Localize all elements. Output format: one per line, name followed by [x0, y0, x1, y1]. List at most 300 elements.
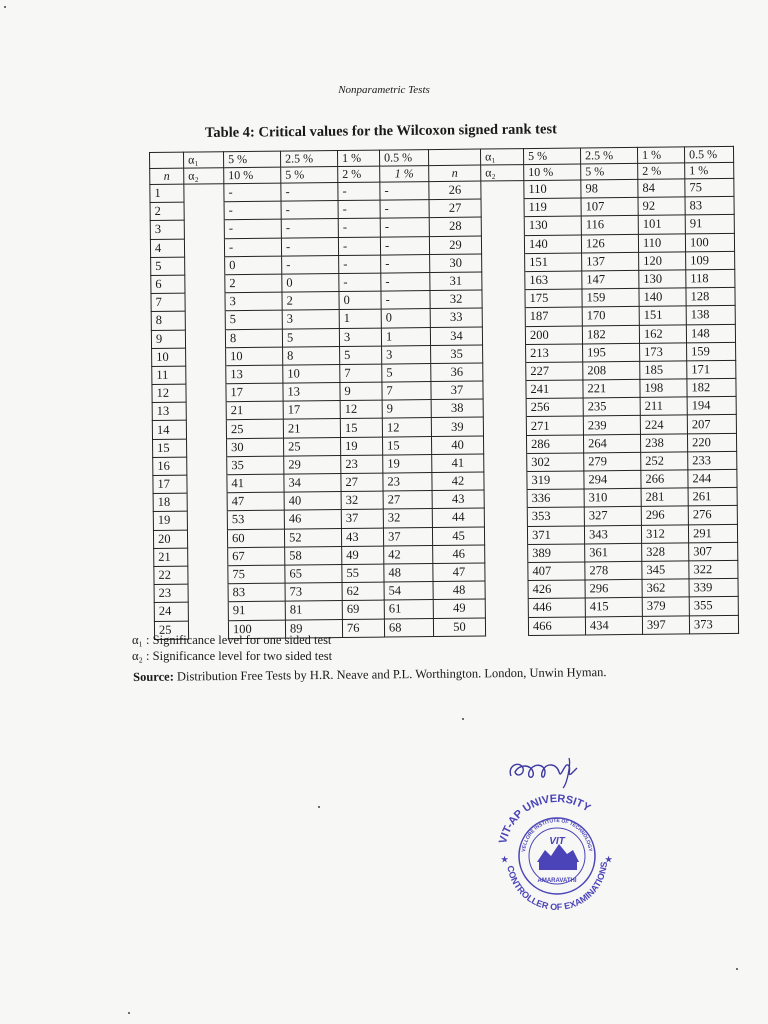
- cell-critical-value: -: [381, 291, 430, 310]
- header-n-label: n: [429, 165, 481, 182]
- cell-critical-value: 65: [285, 564, 342, 583]
- cell-n: 14: [152, 421, 186, 440]
- header-alpha2-value: 5 %: [281, 167, 338, 184]
- cell-spacer: [186, 347, 226, 366]
- cell-spacer: [482, 290, 525, 309]
- cell-critical-value: 76: [342, 619, 384, 638]
- cell-critical-value: 0: [282, 273, 339, 292]
- cell-spacer: [481, 181, 524, 200]
- cell-critical-value: 19: [340, 437, 382, 456]
- cell-n: 44: [432, 508, 484, 527]
- cell-critical-value: 25: [283, 437, 340, 456]
- cell-spacer: [184, 202, 224, 221]
- cell-n: 37: [431, 381, 483, 400]
- cell-critical-value: -: [338, 200, 380, 219]
- cell-critical-value: 233: [688, 451, 737, 470]
- cell-critical-value: 2: [282, 292, 339, 311]
- header-n-label: n: [150, 168, 184, 184]
- cell-spacer: [188, 547, 228, 566]
- cell-critical-value: 148: [686, 324, 735, 343]
- cell-critical-value: 151: [525, 253, 582, 272]
- cell-n: 7: [151, 293, 185, 312]
- alpha2-definition: : Significance level for two sided test: [142, 649, 333, 663]
- cell-critical-value: 353: [527, 507, 584, 526]
- cell-critical-value: 109: [686, 251, 735, 270]
- cell-n: 28: [429, 217, 481, 236]
- cell-spacer: [187, 493, 227, 512]
- cell-critical-value: -: [224, 238, 281, 257]
- cell-n: 4: [150, 239, 184, 258]
- cell-n: 2: [150, 202, 184, 221]
- cell-n: 5: [151, 257, 185, 276]
- cell-critical-value: 30: [227, 438, 284, 457]
- cell-critical-value: 194: [687, 397, 736, 416]
- cell-critical-value: 182: [582, 325, 639, 344]
- cell-critical-value: 89: [285, 619, 342, 638]
- cell-critical-value: -: [339, 255, 381, 274]
- cell-critical-value: 336: [527, 489, 584, 508]
- cell-critical-value: 118: [686, 269, 735, 288]
- cell-critical-value: 140: [639, 288, 686, 307]
- cell-critical-value: 126: [581, 234, 638, 253]
- cell-critical-value: 23: [341, 455, 383, 474]
- cell-spacer: [187, 457, 227, 476]
- cell-critical-value: 5: [382, 363, 431, 382]
- cell-critical-value: 200: [525, 325, 582, 344]
- cell-n: 21: [154, 548, 188, 567]
- cell-critical-value: 69: [342, 600, 384, 619]
- cell-critical-value: 211: [640, 397, 687, 416]
- wilcoxon-table-container: [149, 146, 739, 640]
- cell-critical-value: 60: [227, 529, 284, 548]
- cell-n: 50: [433, 618, 485, 637]
- cell-critical-value: 9: [340, 382, 382, 401]
- cell-n: 25: [154, 621, 188, 640]
- cell-critical-value: 29: [284, 455, 341, 474]
- cell-critical-value: 286: [526, 435, 583, 454]
- cell-n: 35: [431, 345, 483, 364]
- cell-critical-value: 92: [638, 197, 685, 216]
- cell-n: 38: [431, 399, 483, 418]
- cell-critical-value: 235: [583, 398, 640, 417]
- cell-critical-value: 294: [584, 470, 641, 489]
- cell-critical-value: 252: [641, 452, 688, 471]
- cell-critical-value: 67: [228, 547, 285, 566]
- cell-critical-value: 73: [285, 583, 342, 602]
- cell-critical-value: 68: [384, 618, 433, 637]
- cell-critical-value: 58: [285, 546, 342, 565]
- cell-critical-value: -: [338, 237, 380, 256]
- cell-spacer: [484, 490, 527, 509]
- cell-critical-value: 296: [585, 579, 642, 598]
- cell-critical-value: 41: [227, 474, 284, 493]
- cell-critical-value: 159: [687, 342, 736, 361]
- cell-critical-value: 100: [228, 620, 285, 639]
- cell-critical-value: 310: [584, 489, 641, 508]
- cell-critical-value: 355: [689, 597, 738, 616]
- cell-n: 43: [432, 490, 484, 509]
- cell-critical-value: 7: [340, 364, 382, 383]
- cell-n: 15: [153, 439, 187, 458]
- cell-critical-value: 373: [689, 615, 738, 634]
- cell-n: 10: [152, 348, 186, 367]
- cell-critical-value: 278: [585, 561, 642, 580]
- source-text: Distribution Free Tests by H.R. Neave and P.L. Worthington. London, Unwin Hyman.: [173, 665, 607, 684]
- cell-critical-value: 23: [383, 473, 432, 492]
- cell-critical-value: 42: [384, 545, 433, 564]
- cell-spacer: [484, 472, 527, 491]
- seal-star-right: ★: [605, 855, 613, 864]
- cell-critical-value: 83: [685, 197, 734, 216]
- cell-n: 36: [431, 363, 483, 382]
- header-alpha1-value: 0.5 %: [379, 150, 428, 167]
- cell-n: 42: [432, 472, 484, 491]
- cell-critical-value: 279: [584, 452, 641, 471]
- cell-critical-value: 327: [584, 507, 641, 526]
- cell-n: 47: [433, 563, 485, 582]
- cell-critical-value: 17: [226, 383, 283, 402]
- cell-critical-value: 116: [581, 216, 638, 235]
- cell-critical-value: 151: [639, 306, 686, 325]
- cell-spacer: [482, 253, 525, 272]
- cell-critical-value: 5: [340, 346, 382, 365]
- cell-n: 30: [430, 254, 482, 273]
- header-alpha2-value: 1 %: [685, 162, 734, 179]
- cell-n: 23: [154, 584, 188, 603]
- cell-spacer: [481, 217, 524, 236]
- cell-n: 3: [150, 221, 184, 240]
- cell-spacer: [185, 256, 225, 275]
- cell-critical-value: 32: [383, 509, 432, 528]
- cell-n: 12: [152, 384, 186, 403]
- cell-critical-value: 15: [340, 419, 382, 438]
- cell-critical-value: 213: [526, 344, 583, 363]
- cell-spacer: [186, 366, 226, 385]
- cell-critical-value: -: [224, 219, 281, 238]
- cell-n: 46: [433, 545, 485, 564]
- header-alpha2-value: 1 %: [380, 166, 429, 183]
- cell-critical-value: -: [281, 183, 338, 202]
- cell-critical-value: 8: [225, 329, 282, 348]
- header-blank: [150, 152, 184, 168]
- cell-critical-value: 52: [284, 528, 341, 547]
- cell-spacer: [188, 566, 228, 585]
- cell-critical-value: 345: [642, 561, 689, 580]
- cell-critical-value: -: [338, 218, 380, 237]
- cell-critical-value: 224: [640, 415, 687, 434]
- header-alpha2-value: 2 %: [638, 163, 685, 179]
- cell-critical-value: 208: [583, 361, 640, 380]
- header-alpha1-value: 2.5 %: [280, 151, 337, 168]
- cell-critical-value: 110: [638, 233, 685, 252]
- cell-spacer: [483, 417, 526, 436]
- cell-spacer: [188, 584, 228, 603]
- cell-critical-value: 37: [383, 527, 432, 546]
- cell-critical-value: 339: [689, 578, 738, 597]
- cell-critical-value: 119: [524, 198, 581, 217]
- cell-critical-value: 407: [528, 562, 585, 581]
- seal-top-text: VIT-AP UNIVERSITY: [497, 792, 593, 846]
- cell-n: 16: [153, 457, 187, 476]
- cell-critical-value: 163: [525, 271, 582, 290]
- cell-spacer: [187, 511, 227, 530]
- cell-critical-value: 100: [685, 233, 734, 252]
- cell-critical-value: 343: [584, 525, 641, 544]
- cell-critical-value: 19: [383, 454, 432, 473]
- cell-critical-value: 37: [341, 509, 383, 528]
- cell-critical-value: 140: [524, 235, 581, 254]
- cell-n: 22: [154, 566, 188, 585]
- cell-critical-value: -: [282, 255, 339, 274]
- cell-critical-value: 266: [641, 470, 688, 489]
- cell-critical-value: 426: [528, 580, 585, 599]
- header-alpha1-value: 0.5 %: [684, 146, 733, 163]
- cell-spacer: [483, 381, 526, 400]
- cell-n: 27: [429, 199, 481, 218]
- cell-critical-value: 0: [339, 291, 381, 310]
- cell-spacer: [481, 199, 524, 218]
- cell-critical-value: -: [380, 182, 429, 201]
- notes: [132, 632, 332, 664]
- cell-spacer: [485, 562, 528, 581]
- cell-critical-value: -: [380, 200, 429, 219]
- cell-n: 1: [150, 184, 184, 203]
- cell-n: 19: [153, 511, 187, 530]
- cell-critical-value: 47: [227, 492, 284, 511]
- cell-critical-value: 91: [685, 215, 734, 234]
- cell-spacer: [484, 526, 527, 545]
- cell-critical-value: 312: [641, 524, 688, 543]
- cell-critical-value: 5: [225, 310, 282, 329]
- cell-critical-value: 362: [642, 579, 689, 598]
- cell-critical-value: 43: [341, 528, 383, 547]
- cell-critical-value: -: [381, 273, 430, 292]
- cell-critical-value: 162: [639, 324, 686, 343]
- cell-critical-value: 221: [583, 379, 640, 398]
- cell-critical-value: 0: [381, 309, 430, 328]
- header-alpha1-label: α₁: [480, 149, 523, 165]
- header-alpha2-value: 2 %: [338, 166, 380, 182]
- cell-critical-value: 137: [582, 252, 639, 271]
- seal-center-text: VIT: [549, 836, 565, 847]
- cell-spacer: [485, 599, 528, 618]
- cell-critical-value: 302: [527, 453, 584, 472]
- cell-spacer: [188, 602, 228, 621]
- header-alpha2-value: 10 %: [224, 167, 281, 184]
- cell-critical-value: 264: [583, 434, 640, 453]
- scan-speck: [462, 718, 464, 720]
- cell-critical-value: 198: [640, 379, 687, 398]
- cell-critical-value: 319: [527, 471, 584, 490]
- wilcoxon-critical-values-table: [149, 146, 739, 640]
- cell-critical-value: 54: [384, 582, 433, 601]
- cell-critical-value: 83: [228, 583, 285, 602]
- cell-critical-value: 120: [639, 252, 686, 271]
- cell-critical-value: 397: [642, 615, 689, 634]
- cell-n: 20: [153, 530, 187, 549]
- cell-critical-value: 173: [640, 343, 687, 362]
- cell-spacer: [483, 362, 526, 381]
- note-alpha1: [132, 632, 332, 648]
- cell-critical-value: 195: [583, 343, 640, 362]
- cell-critical-value: 91: [228, 601, 285, 620]
- cell-critical-value: 147: [582, 270, 639, 289]
- cell-critical-value: 434: [585, 616, 642, 635]
- scan-speck: [318, 806, 320, 808]
- cell-critical-value: 261: [688, 488, 737, 507]
- cell-critical-value: 5: [282, 328, 339, 347]
- cell-spacer: [485, 617, 528, 636]
- header-alpha1-value: 5 %: [224, 151, 281, 168]
- cell-critical-value: 271: [526, 416, 583, 435]
- cell-critical-value: 207: [687, 415, 736, 434]
- cell-critical-value: 466: [528, 616, 585, 635]
- cell-critical-value: 220: [687, 433, 736, 452]
- cell-critical-value: 291: [688, 524, 737, 543]
- cell-critical-value: 25: [226, 420, 283, 439]
- cell-critical-value: 138: [686, 306, 735, 325]
- cell-n: 13: [152, 402, 186, 421]
- cell-critical-value: 185: [640, 361, 687, 380]
- cell-spacer: [187, 438, 227, 457]
- cell-critical-value: 322: [689, 560, 738, 579]
- cell-critical-value: 3: [282, 310, 339, 329]
- alpha2-symbol: α₂: [132, 649, 143, 663]
- cell-critical-value: 187: [525, 307, 582, 326]
- header-alpha2-value: 10 %: [524, 164, 581, 181]
- cell-critical-value: -: [281, 201, 338, 220]
- handwritten-signature: [505, 750, 585, 790]
- cell-critical-value: 256: [526, 398, 583, 417]
- cell-n: 9: [151, 330, 185, 349]
- header-alpha1-value: 1 %: [337, 150, 379, 166]
- cell-critical-value: 84: [638, 179, 685, 198]
- cell-spacer: [484, 453, 527, 472]
- cell-critical-value: -: [224, 183, 281, 202]
- header-alpha1-value: 5 %: [523, 148, 580, 165]
- cell-critical-value: 182: [687, 378, 736, 397]
- header-alpha1-value: 2.5 %: [580, 147, 637, 164]
- cell-critical-value: 446: [528, 598, 585, 617]
- cell-critical-value: 17: [283, 401, 340, 420]
- header-alpha1-label: α₁: [184, 152, 224, 168]
- scan-speck: [128, 1012, 130, 1014]
- cell-spacer: [483, 344, 526, 363]
- alpha1-definition: : Significance level for one sided test: [142, 633, 332, 647]
- cell-critical-value: -: [380, 218, 429, 237]
- scan-speck: [736, 968, 738, 970]
- cell-spacer: [186, 402, 226, 421]
- cell-critical-value: 49: [342, 546, 384, 565]
- cell-n: 31: [430, 272, 482, 291]
- cell-n: 49: [433, 599, 485, 618]
- cell-n: 41: [432, 454, 484, 473]
- cell-critical-value: -: [339, 273, 381, 292]
- cell-spacer: [187, 475, 227, 494]
- cell-critical-value: 21: [226, 401, 283, 420]
- cell-critical-value: 53: [227, 510, 284, 529]
- cell-n: 24: [154, 602, 188, 621]
- cell-critical-value: 40: [284, 492, 341, 511]
- cell-spacer: [187, 529, 227, 548]
- cell-spacer: [483, 435, 526, 454]
- cell-spacer: [482, 272, 525, 291]
- cell-critical-value: 61: [384, 600, 433, 619]
- cell-critical-value: 3: [225, 292, 282, 311]
- cell-critical-value: 2: [225, 274, 282, 293]
- cell-critical-value: 35: [227, 456, 284, 475]
- cell-critical-value: -: [381, 254, 430, 273]
- cell-critical-value: 8: [283, 346, 340, 365]
- cell-critical-value: 3: [339, 328, 381, 347]
- cell-spacer: [184, 220, 224, 239]
- cell-critical-value: 296: [641, 506, 688, 525]
- note-alpha2: [132, 648, 332, 664]
- header-alpha2-label: α₂: [184, 168, 224, 184]
- cell-spacer: [481, 235, 524, 254]
- cell-spacer: [185, 293, 225, 312]
- cell-critical-value: 244: [688, 469, 737, 488]
- running-head: Nonparametric Tests: [338, 84, 430, 96]
- cell-critical-value: 9: [382, 400, 431, 419]
- cell-n: 48: [433, 581, 485, 600]
- cell-critical-value: 12: [382, 418, 431, 437]
- cell-critical-value: 12: [340, 400, 382, 419]
- cell-critical-value: 32: [341, 491, 383, 510]
- cell-critical-value: 130: [524, 216, 581, 235]
- scan-speck: [4, 6, 6, 8]
- cell-n: 8: [151, 311, 185, 330]
- cell-critical-value: 1: [339, 309, 381, 328]
- cell-critical-value: 175: [525, 289, 582, 308]
- header-alpha2-value: 5 %: [581, 163, 638, 180]
- seal-city-text: AMARAVATHI: [537, 878, 577, 884]
- cell-critical-value: 307: [689, 542, 738, 561]
- cell-critical-value: 10: [283, 364, 340, 383]
- seal-inner-text: VELLORE INSTITUTE OF TECHNOLOGY: [521, 817, 593, 853]
- source-citation: [133, 662, 693, 687]
- cell-critical-value: 10: [226, 347, 283, 366]
- cell-spacer: [485, 544, 528, 563]
- cell-critical-value: 389: [528, 544, 585, 563]
- cell-n: 40: [431, 436, 483, 455]
- cell-n: 39: [431, 417, 483, 436]
- cell-critical-value: 227: [526, 362, 583, 381]
- table-caption: Table 4: Critical values for the Wilcoxon signed rank test: [204, 121, 557, 141]
- cell-critical-value: 110: [524, 180, 581, 199]
- cell-critical-value: 75: [228, 565, 285, 584]
- cell-critical-value: 48: [384, 563, 433, 582]
- cell-n: 34: [430, 327, 482, 346]
- cell-critical-value: 34: [284, 474, 341, 493]
- cell-critical-value: 239: [583, 416, 640, 435]
- cell-critical-value: 75: [685, 178, 734, 197]
- cell-n: 29: [429, 236, 481, 255]
- cell-critical-value: 55: [342, 564, 384, 583]
- cell-critical-value: 98: [581, 179, 638, 198]
- cell-critical-value: 27: [383, 491, 432, 510]
- cell-critical-value: 7: [382, 382, 431, 401]
- cell-critical-value: 3: [382, 345, 431, 364]
- cell-critical-value: 130: [639, 270, 686, 289]
- cell-critical-value: 159: [582, 289, 639, 308]
- cell-n: 45: [432, 527, 484, 546]
- cell-critical-value: 371: [527, 526, 584, 545]
- cell-critical-value: 1: [381, 327, 430, 346]
- cell-critical-value: 101: [638, 215, 685, 234]
- cell-critical-value: 170: [582, 307, 639, 326]
- cell-n: 18: [153, 493, 187, 512]
